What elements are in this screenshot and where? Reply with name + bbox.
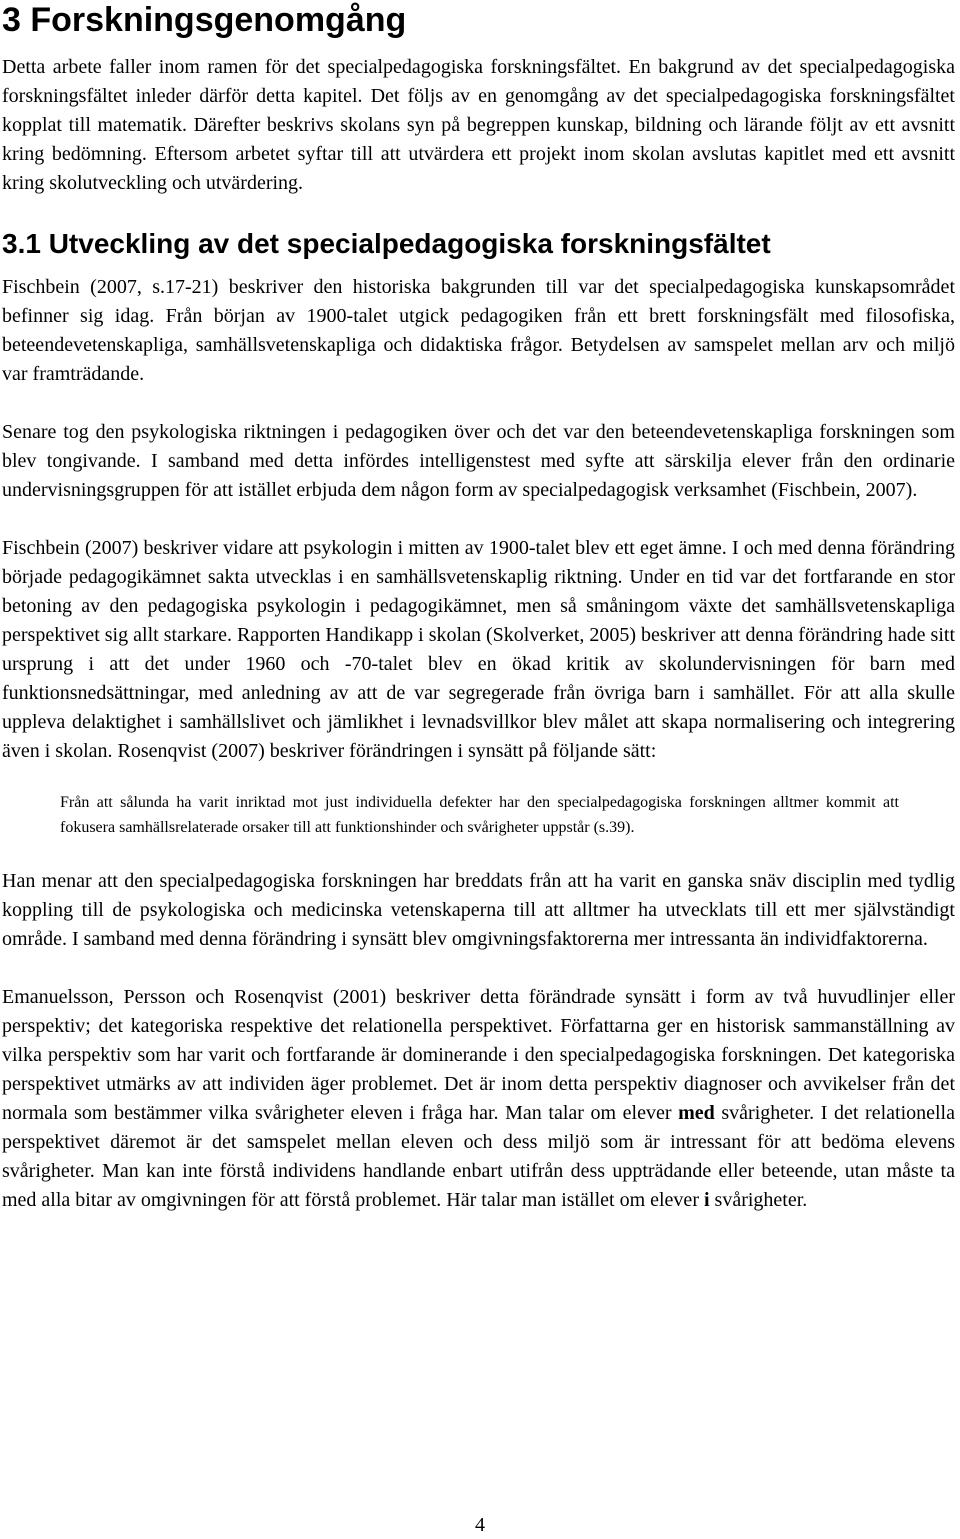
emphasis-text: med [678, 1102, 715, 1124]
page-number: 4 [475, 1514, 485, 1536]
page-content [2, 0, 955, 1215]
paragraph-text: svårigheter. I det relationella perspektivet däremot är det samspelet mellan eleven och dess miljö som är intressant för att bedöma elevens svårigheter. Man kan inte förstå individens handlande enbart utifrån dess uppträdande eller beteende, utan måste ta med alla bitar av omgivningen för att förstå problemet. Här talar man istället om elever [2, 1102, 955, 1211]
body-paragraph: Senare tog den psykologiska riktningen i pedagogiken över och det var den beteendevetenskapliga forskningen som blev tongivande. I samband med detta infördes intelligenstest med syfte att särskilja elever från den ordinarie undervisningsgruppen för att istället erbjuda dem någon form av specialpedagogisk verksamhet (Fischbein, 2007). [2, 421, 955, 501]
body-paragraph [2, 983, 955, 1215]
section-heading: 3.1 Utveckling av det specialpedagogiska forskningsfältet [2, 228, 771, 259]
body-paragraph: Han menar att den specialpedagogiska forskningen har breddats från att ha varit en ganska snäv disciplin med tydlig koppling till de psykologiska och medicinska vetenskaperna till att alltmer ha utvecklats till ett mer självständigt område. I samband med denna förändring i synsätt blev omgivningsfaktorerna mer intressanta än individfaktorerna. [2, 870, 955, 950]
paragraph-text: svårigheter. [709, 1189, 808, 1211]
block-quote: Från att sålunda ha varit inriktad mot just individuella defekter har den specialpedagogiska forskningen alltmer kommit att fokusera samhällsrelaterade orsaker till att funktionshinder och svårigheter uppstår (s.39). [60, 794, 899, 836]
body-paragraph: Fischbein (2007) beskriver vidare att psykologin i mitten av 1900-talet blev ett eget ämne. I och med denna förändring började pedagogikämnet sakta utvecklas i en samhällsvetenskaplig riktning. Under en tid var det fortfarande en stor betoning av den pedagogiska psykologin i pedagogikämnet, men så småningom växte det samhällsvetenskapliga perspektivet sig allt starkare. Rapporten Handikapp i skolan (Skolverket, 2005) beskriver att denna förändring hade sitt ursprung i att det under 1960 och -70-talet blev en ökad kritik av skolundervisningen för barn med funktionsnedsättningar, med anledning av att de var segregerade från övriga barn i samhället. För att alla skulle uppleva delaktighet i samhällslivet och jämlikhet i levnadsvillkor blev målet att skapa normalisering och integrering även i skolan. Rosenqvist (2007) beskriver förändringen i synsätt på följande sätt: [2, 537, 955, 762]
emphasis-text: i [703, 1189, 710, 1211]
paragraph-text: Emanuelsson, Persson och Rosenqvist (2001) beskriver detta förändrade synsätt i form av två huvudlinjer eller perspektiv; det kategoriska respektive det relationella perspektivet. Författarna ger en historisk sammanställning av vilka perspektiv som har varit och fortfarande är dominerande i den specialpedagogiska forskningen. Det kategoriska perspektivet utmärks av att individen äger problemet. Det är inom detta perspektiv diagnoser och avvikelser från det normala som bestämmer vilka svårigheter eleven i fråga har. Man talar om elever [2, 986, 955, 1124]
body-paragraph: Fischbein (2007, s.17-21) beskriver den historiska bakgrunden till var det specialpedagogiska kunskapsområdet befinner sig idag. Från början av 1900-talet utgick pedagogiken från ett brett forskningsfält med filosofiska, beteendevetenskapliga, samhällsvetenskapliga och didaktiska frågor. Betydelsen av samspelet mellan arv och miljö var framträdande. [2, 276, 955, 385]
intro-paragraph: Detta arbete faller inom ramen för det specialpedagogiska forskningsfältet. En bakgrund av det specialpedagogiska forskningsfältet inleder därför detta kapitel. Det följs av en genomgång av det specialpedagogiska forskningsfältet kopplat till matematik. Därefter beskrivs skolans syn på begreppen kunskap, bildning och lärande följt av ett avsnitt kring bedömning. Eftersom arbetet syftar till att utvärdera ett projekt inom skolan avslutas kapitlet med ett avsnitt kring skolutveckling och utvärdering. [2, 56, 955, 194]
chapter-heading: 3 Forskningsgenomgång [2, 1, 407, 39]
